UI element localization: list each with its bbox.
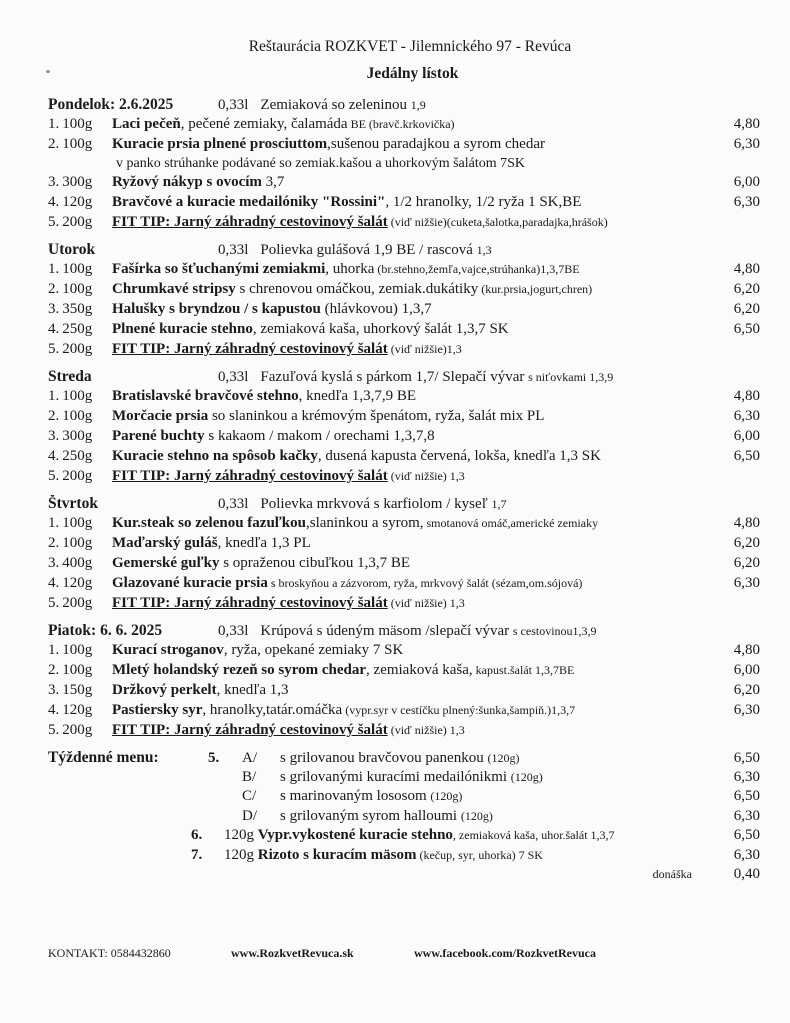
variant-text: s grilovanými kuracími medailónikmi <box>280 768 508 785</box>
dish-details: (viď nižšie) 1,3 <box>387 469 465 483</box>
item-price: 4,80 <box>733 116 760 132</box>
menu-item <box>48 642 760 662</box>
day-name: Pondelok: 2.6.2025 <box>48 96 174 113</box>
dish-side: , knedľa 1,3,7,9 BE <box>298 388 416 404</box>
item-description <box>112 116 714 133</box>
item-price: 6,20 <box>733 301 760 317</box>
menu-item <box>48 261 760 281</box>
dish-name: Kur.steak so zelenou fazuľkou <box>112 515 306 531</box>
item-quantity: 150g <box>62 682 93 698</box>
item-description <box>112 214 714 231</box>
soup-name: Fazuľová kyslá s párkom 1,7/ Slepačí vývar <box>260 369 525 385</box>
day-section <box>48 622 760 742</box>
item-number <box>48 535 112 552</box>
dish-details: (vypr.syr v cestíčku plnený:šunka,šampiň.)1,3,7 <box>342 703 576 717</box>
fit-tip: FIT TIP: Jarný záhradný cestovinový šalát <box>112 722 388 738</box>
soup-line <box>48 96 760 116</box>
dish-side: s chrenovou omáčkou, zemiak.dukátiky <box>235 281 479 297</box>
dish-details: s broskyňou a zázvorom, ryža, mrkvový šalát (sézam,om.sójová) <box>267 576 583 590</box>
dish-side: , zemiaková kaša, uhorkový šalát 1,3,7 SK <box>252 321 509 337</box>
day-section <box>48 96 760 234</box>
item-number <box>48 194 112 211</box>
item-number <box>48 281 112 298</box>
item-description <box>112 321 714 338</box>
dish-name: Fašírka so šťuchanými zemiakmi <box>112 261 326 277</box>
dish-details: (br.stehno,žemľa,vajce,strúhanka)1,3,7BE <box>374 262 580 276</box>
menu-item <box>48 194 760 214</box>
item-quantity: 100g <box>62 515 93 531</box>
item-quantity: 300g <box>62 428 93 444</box>
variant-description <box>280 808 714 825</box>
variant-price: 6,50 <box>733 750 760 766</box>
item-price: 6,30 <box>733 194 760 210</box>
soup-amount: 0,33l <box>218 97 249 113</box>
day-section <box>48 241 760 361</box>
item-price: 6,00 <box>733 174 760 190</box>
variant-weight: (120g) <box>487 751 520 765</box>
soup-allergens: 1,3 <box>476 243 492 257</box>
soup-text <box>218 242 760 259</box>
item-index: 3. <box>48 174 60 190</box>
menu-item <box>48 388 760 408</box>
dish-name: Mletý holandský rezeň so syrom chedar <box>112 662 367 678</box>
scan-speck <box>46 70 50 73</box>
weekly-label: Týždenné menu: <box>48 749 159 766</box>
dish-side: , knedľa 1,3 <box>216 682 289 698</box>
menu-item <box>48 428 760 448</box>
soup-text <box>218 623 760 640</box>
variant-weight: (120g) <box>430 789 463 803</box>
variant-letter: D/ <box>242 807 257 824</box>
dish-side: (hlávkovou) 1,3,7 <box>320 301 432 317</box>
item-quantity: 100g <box>62 116 93 132</box>
menu-item <box>48 321 760 341</box>
item-index: 2. <box>48 535 60 551</box>
item-index: 3. <box>48 428 60 444</box>
item-number <box>48 595 112 612</box>
dish-name: Kuracie stehno na spôsob kačky <box>112 448 318 464</box>
restaurant-title: Reštaurácia ROZKVET - Jilemnického 97 - Revúca <box>248 38 572 55</box>
menu-item <box>48 174 760 194</box>
item-price: 4,80 <box>733 261 760 277</box>
item-index: 5. <box>48 341 60 357</box>
menu-list <box>48 96 760 886</box>
dish-name: Ryžový nákyp s ovocím <box>112 174 262 190</box>
soup-name: Polievka mrkvová s karfiolom / kyseľ <box>260 496 488 512</box>
dish-side: 3,7 <box>261 174 285 190</box>
item-quantity: 120g <box>62 575 93 591</box>
soup-allergens: 1,9 <box>410 98 426 112</box>
item-number <box>48 468 112 485</box>
weekly-item-qty: 120g <box>224 846 254 863</box>
item-description <box>112 662 714 679</box>
dish-side: , dusená kapusta červená, lokša, knedľa 1,3 SK <box>317 448 601 464</box>
menu-item <box>48 575 760 595</box>
weekly-item-description <box>224 847 714 864</box>
item-quantity: 200g <box>62 722 93 738</box>
day-name: Štvrtok <box>48 495 98 512</box>
menu-item <box>48 702 760 722</box>
dish-details: (viď nižšie)(cuketa,šalotka,paradajka,hrášok) <box>387 215 608 229</box>
weekly-item-price: 6,30 <box>733 846 760 863</box>
menu-item <box>48 555 760 575</box>
soup-allergens: s cestovinou1,3,9 <box>512 624 597 638</box>
item-quantity: 300g <box>62 174 93 190</box>
variant-weight: (120g) <box>460 808 493 823</box>
dish-side: , ryža, opekané zemiaky 7 SK <box>223 642 404 658</box>
item-price: 4,80 <box>733 388 760 404</box>
variant-text: s grilovanou bravčovou panenkou <box>280 750 484 766</box>
dish-side: ,sušenou paradajkou a syrom chedar <box>327 136 545 152</box>
weekly-item-details: , zemiaková kaša, uhor.šalát 1,3,7 <box>452 828 615 842</box>
weekly-item-name: Rizoto s kuracím mäsom <box>257 846 417 863</box>
item-index: 2. <box>48 136 60 152</box>
dish-name: Pastiersky syr <box>112 702 203 718</box>
variant-description <box>280 788 714 805</box>
item-quantity: 200g <box>62 595 93 611</box>
item-quantity: 100g <box>62 408 93 424</box>
dish-side: so slaninkou a krémovým špenátom, ryža, šalát mix PL <box>208 408 545 424</box>
item-number <box>48 174 112 191</box>
fit-tip: FIT TIP: Jarný záhradný cestovinový šalát <box>112 341 388 357</box>
item-quantity: 100g <box>62 662 93 678</box>
day-name: Streda <box>48 368 92 385</box>
soup-line <box>48 368 760 388</box>
soup-text <box>218 369 760 386</box>
soup-amount: 0,33l <box>218 242 249 258</box>
item-index: 1. <box>48 642 60 658</box>
dish-name: Gemerské guľky <box>112 555 220 571</box>
dish-name: Parené buchty <box>112 428 205 444</box>
item-description <box>112 408 714 425</box>
item-number <box>48 428 112 445</box>
weekly-variant <box>48 749 760 769</box>
menu-item <box>48 448 760 468</box>
item-number <box>48 642 112 659</box>
item-index: 4. <box>48 702 60 718</box>
dish-side: , uhorka <box>325 261 375 277</box>
day-section <box>48 495 760 615</box>
item-index: 1. <box>48 261 60 277</box>
dish-details: (kur.prsia,jogurt,chren) <box>478 282 593 296</box>
item-number <box>48 448 112 465</box>
item-index: 1. <box>48 388 60 404</box>
item-quantity: 100g <box>62 136 93 152</box>
menu-item <box>48 281 760 301</box>
item-price: 6,00 <box>733 428 760 444</box>
item-price: 6,30 <box>733 408 760 424</box>
soup-line <box>48 495 760 515</box>
item-price: 6,30 <box>733 575 760 591</box>
item-description <box>112 575 714 592</box>
weekly-item-qty: 120g <box>224 827 254 843</box>
weekly-item-number: 6. <box>191 827 203 843</box>
menu-item <box>48 722 760 742</box>
dish-details: (viď nižšie)1,3 <box>387 342 462 356</box>
item-number <box>48 388 112 405</box>
item-description <box>112 535 714 552</box>
dish-side: s opraženou cibuľkou 1,3,7 BE <box>219 555 411 571</box>
item-number <box>48 408 112 425</box>
item-description <box>112 428 714 445</box>
weekly-variant <box>48 808 760 828</box>
item-quantity: 100g <box>62 642 93 658</box>
menu-item <box>48 662 760 682</box>
delivery-label: donáška <box>652 867 692 881</box>
menu-item <box>48 408 760 428</box>
weekly-variant <box>48 788 760 808</box>
item-quantity: 100g <box>62 261 93 277</box>
item-number <box>48 555 112 572</box>
menu-item <box>48 214 760 234</box>
item-index: 2. <box>48 662 60 678</box>
variant-letter: C/ <box>242 788 257 804</box>
dish-name: Bravčové a kuracie medailóniky "Rossini" <box>112 194 386 210</box>
item-number <box>48 682 112 699</box>
item-description <box>112 194 714 211</box>
dish-name: Halušky s bryndzou / s kapustou <box>112 301 321 317</box>
item-price: 6,20 <box>733 682 760 698</box>
item-index: 4. <box>48 575 60 591</box>
item-description <box>112 595 714 612</box>
item-description <box>112 261 714 278</box>
item-subline: v panko strúhanke podávané so zemiak.kašou a uhorkovým šalátom 7SK <box>116 156 526 171</box>
item-index: 4. <box>48 448 60 464</box>
item-quantity: 100g <box>62 388 93 404</box>
item-index: 3. <box>48 682 60 698</box>
soup-name: Polievka gulášová 1,9 BE / rascová <box>260 242 473 258</box>
dish-side: , pečené zemiaky, čalamáda <box>180 116 348 132</box>
soup-allergens: 1,7 <box>491 497 507 511</box>
delivery-price: 0,40 <box>733 866 760 882</box>
menu-item <box>48 116 760 136</box>
item-quantity: 100g <box>62 281 93 297</box>
item-description <box>112 136 714 153</box>
soup-amount: 0,33l <box>218 623 249 639</box>
item-index: 5. <box>48 595 60 611</box>
item-quantity: 120g <box>62 702 93 718</box>
footer <box>48 946 760 961</box>
dish-details: (viď nižšie) 1,3 <box>387 596 465 610</box>
item-index: 2. <box>48 281 60 297</box>
item-description <box>112 682 714 699</box>
item-number <box>48 214 112 231</box>
day-name: Piatok: 6. 6. 2025 <box>48 622 163 639</box>
item-index: 2. <box>48 408 60 424</box>
item-number <box>48 261 112 278</box>
item-price: 6,20 <box>733 555 760 571</box>
weekly-item-description <box>224 827 714 844</box>
item-price: 6,20 <box>733 281 760 297</box>
dish-details: (viď nižšie) 1,3 <box>387 723 465 737</box>
item-quantity: 200g <box>62 468 93 484</box>
soup-name: Zemiaková so zeleninou <box>260 97 408 113</box>
item-quantity: 250g <box>62 321 93 337</box>
dish-name: Maďarský guláš <box>112 535 218 551</box>
item-price: 4,80 <box>733 642 760 658</box>
item-price: 6,20 <box>733 535 760 551</box>
dish-details: kapust.šalát 1,3,7BE <box>472 663 575 677</box>
day-name: Utorok <box>48 241 96 258</box>
variant-price: 6,50 <box>733 788 760 804</box>
item-description <box>112 341 714 358</box>
weekly-item-name: Vypr.vykostené kuracie stehno <box>257 827 453 843</box>
item-number <box>48 662 112 679</box>
item-description <box>112 448 714 465</box>
item-description <box>112 722 714 739</box>
item-index: 3. <box>48 555 60 571</box>
weekly-menu <box>48 749 760 886</box>
variant-text: s grilovaným syrom halloumi <box>280 807 458 824</box>
item-description <box>112 642 714 659</box>
delivery-row <box>48 866 760 886</box>
item-index: 4. <box>48 321 60 337</box>
item-description <box>112 468 714 485</box>
soup-amount: 0,33l <box>218 369 249 385</box>
dish-name: Kurací stroganov <box>112 642 224 658</box>
weekly-variant <box>48 769 760 789</box>
dish-name: Plnené kuracie stehno <box>112 321 253 337</box>
item-number <box>48 722 112 739</box>
dish-side: , knedľa 1,3 PL <box>217 535 311 551</box>
weekly-item <box>48 827 760 847</box>
soup-text <box>218 97 760 114</box>
item-quantity: 350g <box>62 301 93 317</box>
item-number <box>48 321 112 338</box>
item-price: 6,50 <box>733 321 760 337</box>
dish-name: Kuracie prsia plnené prosciuttom <box>112 136 328 152</box>
item-number <box>48 136 112 153</box>
soup-allergens: s niťovkami 1,3,9 <box>528 370 614 384</box>
item-quantity: 100g <box>62 535 93 551</box>
day-section <box>48 368 760 488</box>
item-price: 6,00 <box>733 662 760 678</box>
menu-item <box>48 136 760 156</box>
dish-side: s kakaom / makom / orechami 1,3,7,8 <box>204 428 435 444</box>
item-index: 5. <box>48 468 60 484</box>
soup-amount: 0,33l <box>218 496 249 512</box>
soup-text <box>218 496 760 513</box>
item-quantity: 120g <box>62 194 93 210</box>
fit-tip: FIT TIP: Jarný záhradný cestovinový šalát <box>112 214 388 230</box>
item-description <box>112 281 714 298</box>
variant-letter: B/ <box>242 768 257 785</box>
weekly-item-details: (kečup, syr, uhorka) 7 SK <box>416 847 543 862</box>
item-description <box>112 174 714 191</box>
item-index: 3. <box>48 301 60 317</box>
menu-item <box>48 682 760 702</box>
menu-item <box>48 595 760 615</box>
weekly-item-number: 7. <box>191 846 203 863</box>
item-quantity: 400g <box>62 555 93 571</box>
dish-side: , zemiaková kaša, <box>366 662 473 678</box>
menu-item <box>48 301 760 321</box>
item-index: 1. <box>48 515 60 531</box>
dish-name: Držkový perkelt <box>112 682 217 698</box>
item-price: 6,30 <box>733 136 760 152</box>
item-index: 4. <box>48 194 60 210</box>
menu-item <box>48 535 760 555</box>
item-quantity: 250g <box>62 448 93 464</box>
footer-website[interactable]: www.RozkvetRevuca.sk <box>231 946 354 960</box>
item-number <box>48 515 112 532</box>
item-price: 6,30 <box>733 702 760 718</box>
soup-line <box>48 241 760 261</box>
dish-details: smotanová omáč,americké zemiaky <box>423 516 599 530</box>
menu-item <box>48 515 760 535</box>
variant-weight: (120g) <box>510 769 543 784</box>
item-number <box>48 301 112 318</box>
weekly-item-price: 6,50 <box>733 827 760 843</box>
item-number <box>48 702 112 719</box>
dish-side: ,slaninkou a syrom, <box>306 515 424 531</box>
dish-name: Morčacie prsia <box>112 408 209 424</box>
item-index: 5. <box>48 214 60 230</box>
variant-description <box>280 750 714 767</box>
item-quantity: 200g <box>62 341 93 357</box>
item-price: 6,50 <box>733 448 760 464</box>
variant-description <box>280 769 714 786</box>
dish-details: BE (bravč.krkovička) <box>347 117 455 131</box>
menu-item <box>48 468 760 488</box>
menu-item <box>48 341 760 361</box>
soup-name: Krúpová s údeným mäsom /slepačí vývar <box>260 623 510 639</box>
footer-contact: KONTAKT: 0584432860 <box>48 946 171 960</box>
soup-line <box>48 622 760 642</box>
item-number <box>48 341 112 358</box>
item-description <box>112 555 714 572</box>
item-index: 1. <box>48 116 60 132</box>
item-description <box>112 702 714 719</box>
item-description <box>112 388 714 405</box>
item-description <box>112 301 714 318</box>
item-quantity: 200g <box>62 214 93 230</box>
menu-subtitle: Jedálny lístok <box>366 65 459 82</box>
variant-text: s marinovaným lososom <box>280 788 427 804</box>
variant-price: 6,30 <box>733 807 760 824</box>
dish-name: Laci pečeň <box>112 116 181 132</box>
dish-side: , hranolky,tatár.omáčka <box>202 702 343 718</box>
variant-letter: A/ <box>242 750 257 766</box>
fit-tip: FIT TIP: Jarný záhradný cestovinový šalát <box>112 468 388 484</box>
item-number <box>48 575 112 592</box>
dish-name: Chrumkavé stripsy <box>112 281 236 297</box>
weekly-number: 5. <box>208 750 220 766</box>
weekly-item <box>48 847 760 867</box>
item-index: 5. <box>48 722 60 738</box>
variant-price: 6,30 <box>733 768 760 785</box>
fit-tip: FIT TIP: Jarný záhradný cestovinový šalát <box>112 595 388 611</box>
item-number <box>48 116 112 133</box>
footer-facebook[interactable]: www.facebook.com/RozkvetRevuca <box>414 946 596 960</box>
dish-name: Bratislavské bravčové stehno <box>112 388 299 404</box>
item-price: 4,80 <box>733 515 760 531</box>
dish-name: Glazované kuracie prsia <box>112 575 268 591</box>
item-description <box>112 515 714 532</box>
dish-side: , 1/2 hranolky, 1/2 ryža 1 SK,BE <box>385 194 582 210</box>
